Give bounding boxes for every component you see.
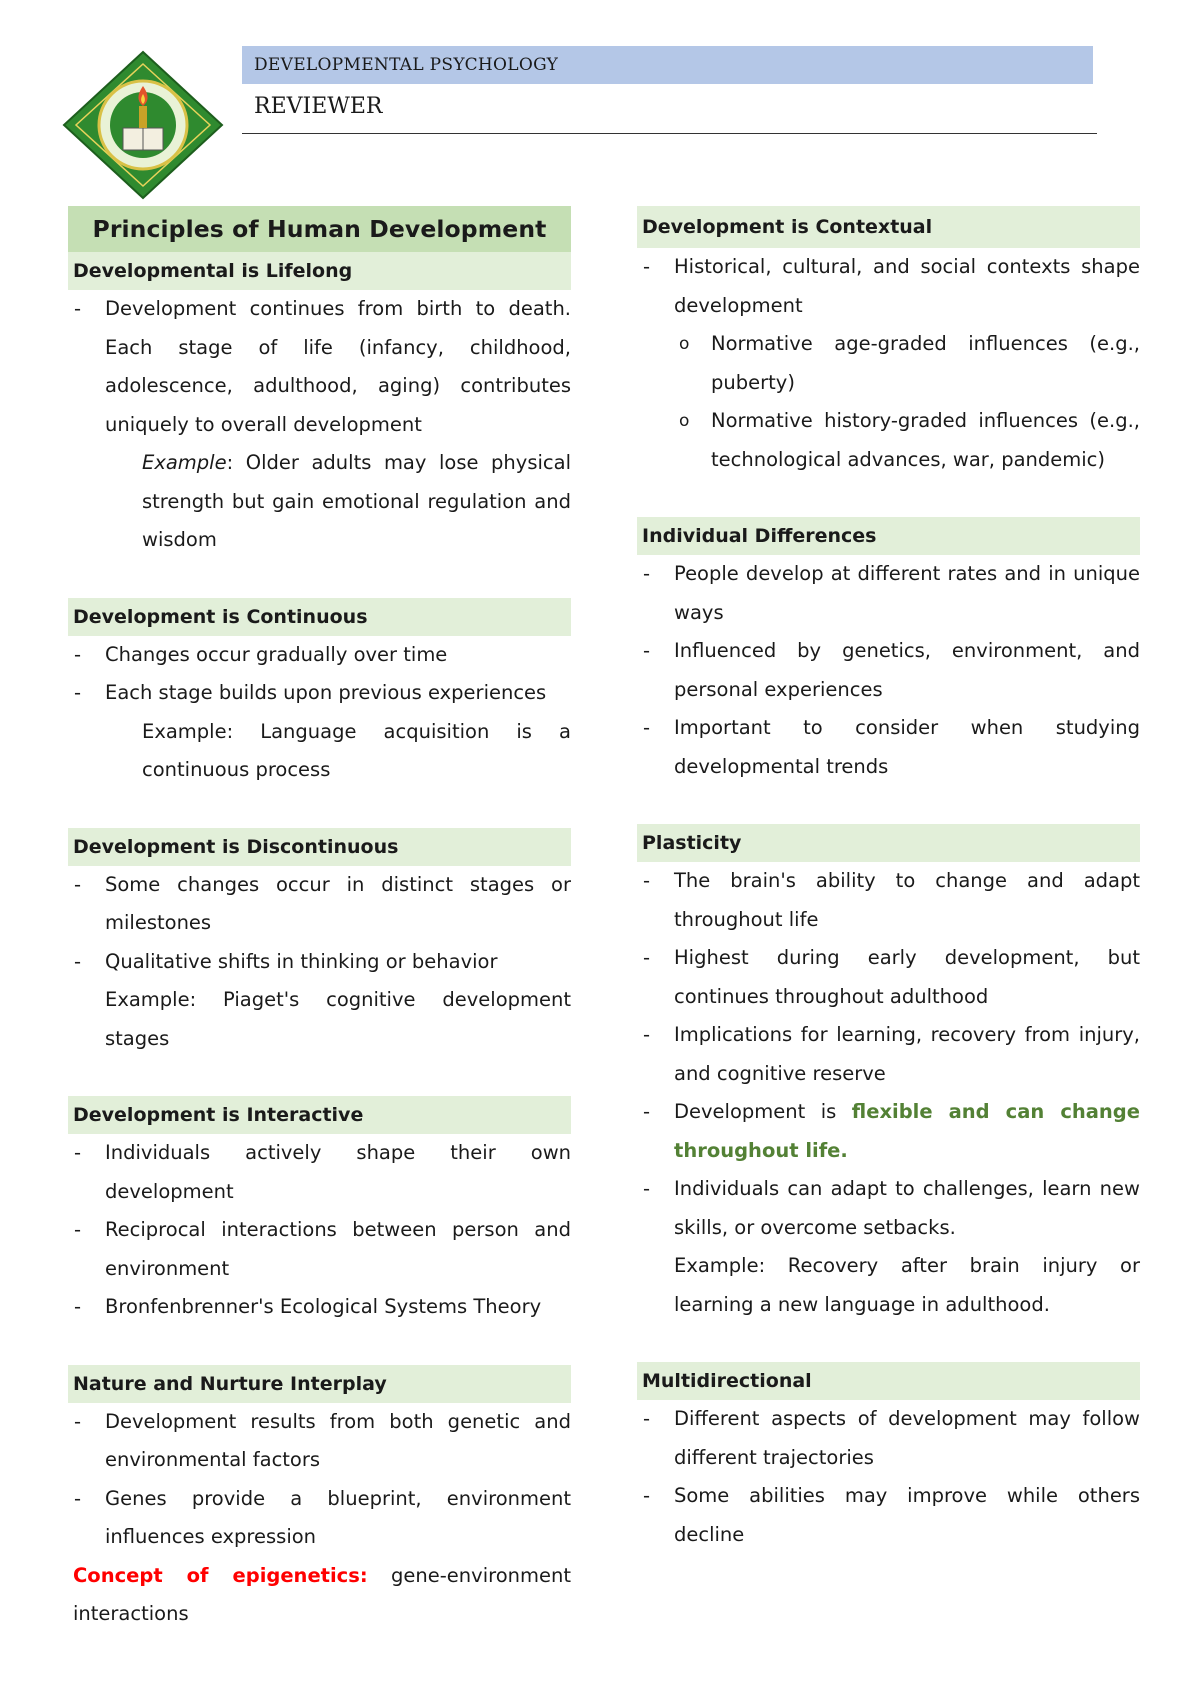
list-item: - Individuals can adapt to challenges, learn new skills, or overcome setbacks. <box>643 1177 1140 1239</box>
list-item: - Changes occur gradually over time <box>74 642 448 666</box>
section-heading-interactive: Development is Interactive <box>68 1096 571 1134</box>
sub-list-item: o Normative age-graded influences (e.g., puberty) <box>679 332 1140 394</box>
header-divider <box>242 133 1097 134</box>
list-item: - People develop at different rates and in unique ways <box>643 562 1140 624</box>
section-heading-plasticity: Plasticity <box>637 824 1140 862</box>
section-heading-nature-nurture: Nature and Nurture Interplay <box>68 1365 571 1403</box>
list-item: - Some changes occur in distinct stages or milestones <box>74 872 571 934</box>
list-item: - Influenced by genetics, environment, and personal experiences <box>643 639 1140 701</box>
section-heading-individual-differences: Individual Differences <box>637 517 1140 555</box>
document-type-label: REVIEWER <box>254 94 383 119</box>
example-text: Example: Language acquisition is a continuous process <box>142 719 571 781</box>
course-header-bar: DEVELOPMENTAL PSYCHOLOGY <box>242 46 1093 84</box>
example-text: Example: Piaget's cognitive development stages <box>105 988 571 1050</box>
section-heading-continuous: Development is Continuous <box>68 598 571 636</box>
page-title: Principles of Human Development <box>68 206 571 252</box>
list-item: - Qualitative shifts in thinking or behavior <box>74 949 498 973</box>
university-seal-logo <box>60 50 226 200</box>
example-text: Example: Recovery after brain injury or learning a new language in adulthood. <box>674 1254 1140 1316</box>
highlighted-text: flexible and can change throughout life. <box>674 1100 1140 1162</box>
section-heading-multidirectional: Multidirectional <box>637 1362 1140 1400</box>
sub-list-item: o Normative history-graded influences (e.g., technological advances, war, pandemic) <box>679 409 1140 471</box>
list-item: - Some abilities may improve while others decline <box>643 1484 1140 1546</box>
right-column <box>637 206 1140 1554</box>
list-item: - Implications for learning, recovery from injury, and cognitive reserve <box>643 1023 1140 1085</box>
list-item: - Bronfenbrenner's Ecological Systems Theory <box>74 1295 542 1318</box>
list-item: - Genes provide a blueprint, environment influences expression <box>74 1486 571 1548</box>
list-item: - Development results from both genetic and environmental factors <box>74 1409 571 1471</box>
section-heading-contextual: Development is Contextual <box>637 206 1140 248</box>
list-item: - Each stage builds upon previous experiences <box>74 681 547 704</box>
list-item: - Reciprocal interactions between person and environment <box>74 1218 571 1280</box>
list-item: - Development continues from birth to death. Each stage of life (infancy, childhood, adolescence, adulthood, aging) contributes uniquely to overall development <box>74 297 571 436</box>
list-item: - Individuals actively shape their own development <box>74 1141 571 1203</box>
section-heading-discontinuous: Development is Discontinuous <box>68 828 571 866</box>
list-item: - Highest during early development, but continues throughout adulthood <box>643 946 1140 1008</box>
section-heading-lifelong: Developmental is Lifelong <box>68 252 571 290</box>
list-item: - Important to consider when studying developmental trends <box>643 716 1140 778</box>
epigenetics-note: Concept of epigenetics: gene-environment interactions <box>73 1563 571 1625</box>
list-item: - The brain's ability to change and adapt throughout life <box>643 869 1140 931</box>
list-item: - Historical, cultural, and social contexts shape development <box>643 255 1140 317</box>
left-column <box>68 206 571 1634</box>
list-item: - Development is flexible and can change throughout life. <box>643 1100 1140 1162</box>
list-item: - Different aspects of development may follow different trajectories <box>643 1407 1140 1469</box>
example-text: Example: Older adults may lose physical strength but gain emotional regulation and wisdom <box>142 451 571 551</box>
